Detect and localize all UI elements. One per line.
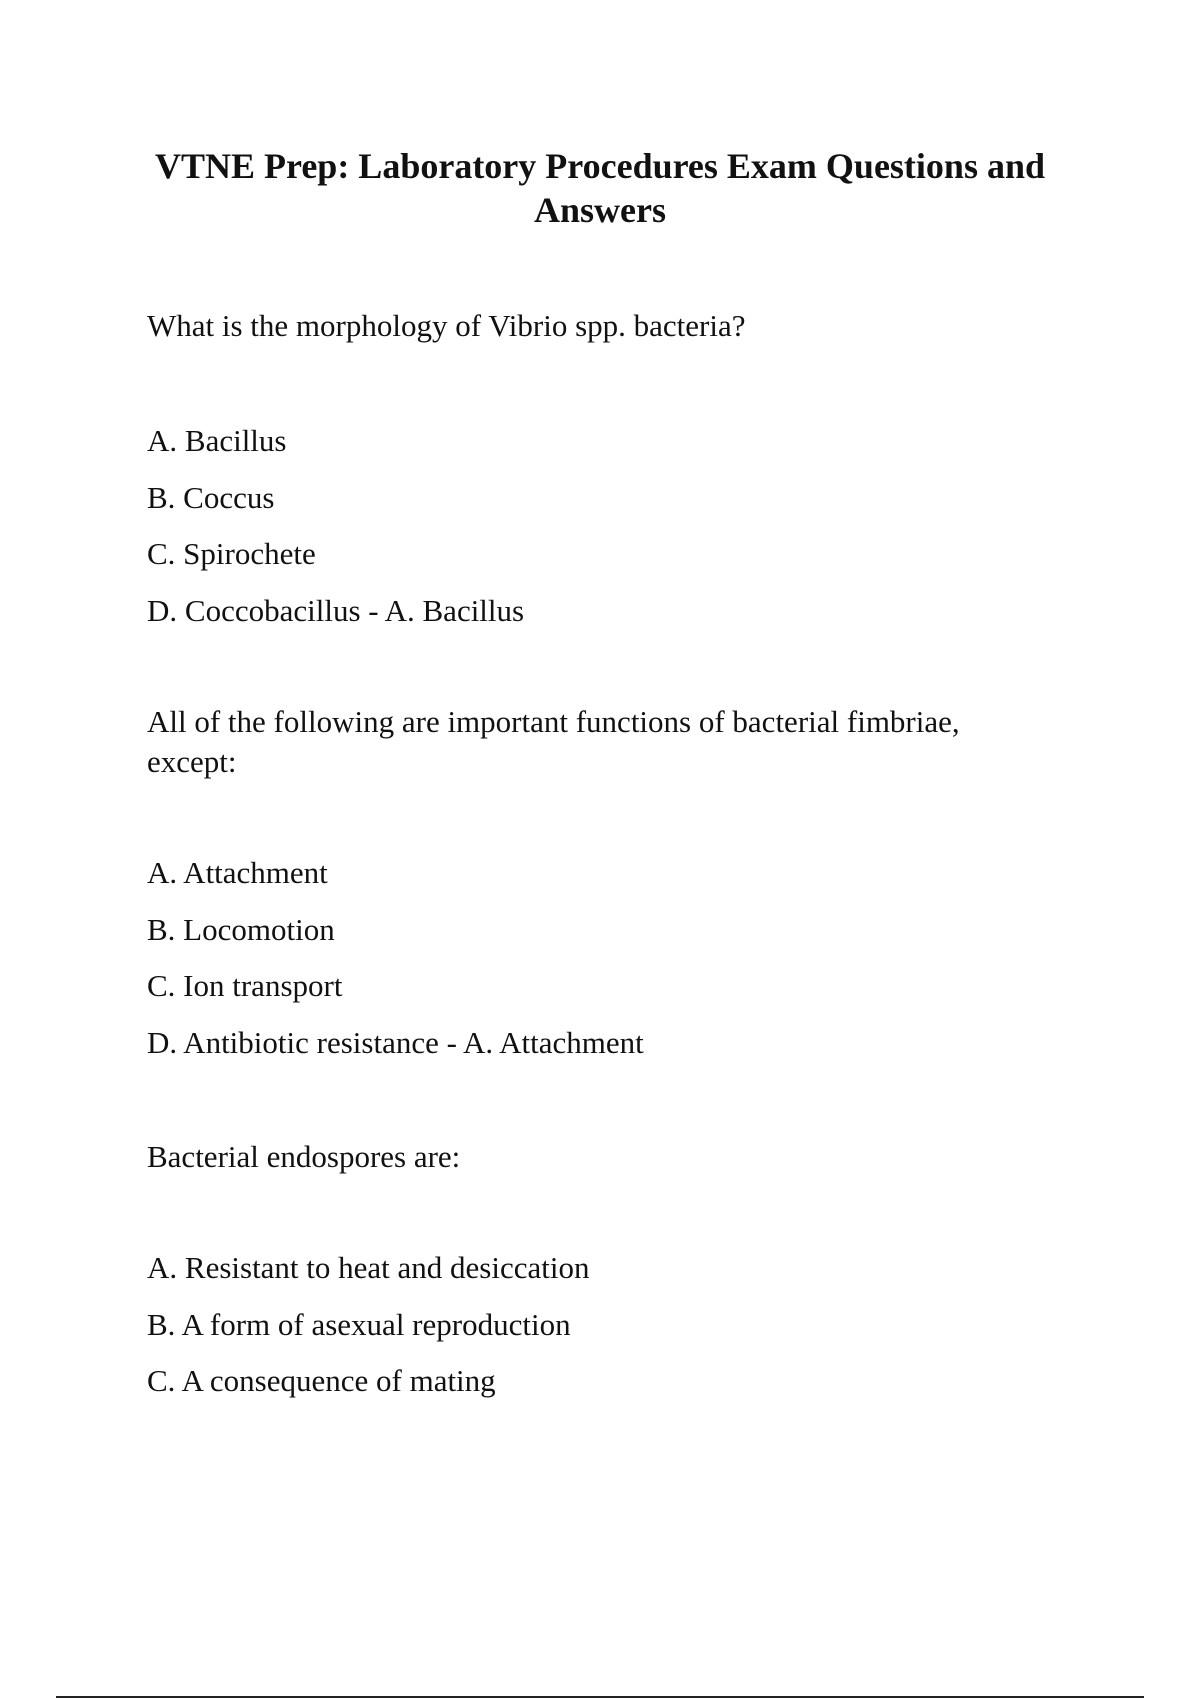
question-2-text: All of the following are important functions of bacterial fimbriae, except: — [147, 704, 960, 779]
option-item: C. Ion transport — [147, 968, 343, 1003]
option-item: D. Antibiotic resistance - A. Attachment — [147, 1024, 644, 1060]
question-1-options — [147, 421, 524, 647]
option-item: A. Bacillus — [147, 423, 287, 458]
option-item: A. Resistant to heat and desiccation — [147, 1250, 590, 1285]
option-item: C. A consequence of mating — [147, 1363, 496, 1398]
footer-rule — [56, 1696, 1144, 1698]
option-item: C. Spirochete — [147, 536, 316, 571]
document-title: VTNE Prep: Laboratory Procedures Exam Questions and Answers — [154, 146, 1045, 230]
question-3-options — [147, 1248, 590, 1418]
option-item: B. Locomotion — [147, 911, 335, 947]
question-3-text: Bacterial endospores are: — [147, 1139, 461, 1174]
option-item: A. Attachment — [147, 855, 328, 890]
option-item: D. Coccobacillus - A. Bacillus — [147, 592, 525, 628]
question-2-options — [147, 853, 644, 1079]
question-1-text: What is the morphology of Vibrio spp. bacteria? — [147, 308, 746, 343]
option-item: B. A form of asexual reproduction — [147, 1306, 571, 1342]
option-item: B. Coccus — [147, 479, 275, 515]
